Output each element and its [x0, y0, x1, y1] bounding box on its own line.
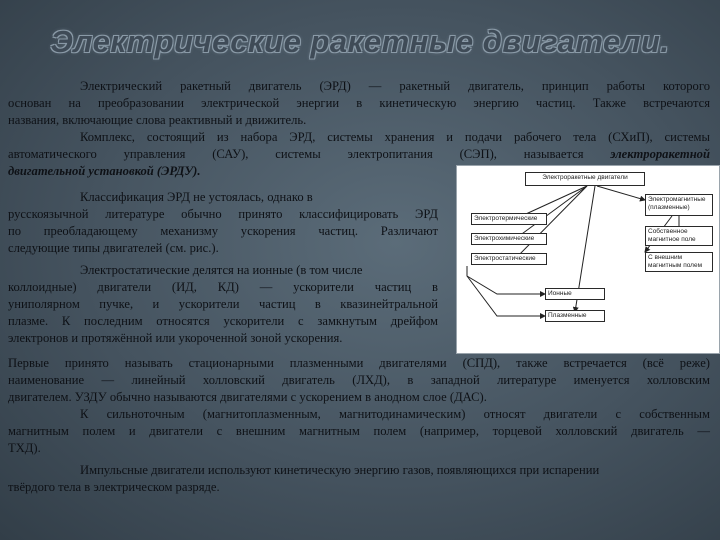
diagram-box-thermal: Электротермические	[471, 213, 547, 225]
paragraph-line: Комплекс, состоящий из набора ЭРД, системы хранения и подачи рабочего тела (СХиП), системы	[80, 130, 710, 144]
connector-line	[467, 276, 545, 316]
diagram-box-top: Электроракетные двигатели	[525, 172, 645, 186]
connector-line	[597, 186, 645, 200]
paragraph-line: твёрдого тела в электрическом разряде.	[8, 480, 220, 494]
diagram-box-electrostatic: Электростатические	[471, 253, 547, 265]
paragraph-line: плазме. К последним относятся ускорители с замкнутым дрейфом	[8, 314, 438, 328]
page-title: Электрические ракетные двигатели.	[50, 24, 670, 59]
diagram-box-ion: Ионные	[545, 288, 605, 300]
paragraph-line: униполярном пучке, и ускорители частиц в квазинейтральной	[8, 297, 438, 311]
connector-line	[467, 266, 545, 294]
term-erdu-cont: двигательной установкой (ЭРДУ).	[8, 164, 201, 178]
paragraph-line: названия, включающие слова реактивный и движитель.	[8, 113, 307, 127]
paragraph-line: следующие типы двигателей (см. рис.).	[8, 241, 219, 255]
paragraph-line: русскоязычной литературе обычно принято классифицировать ЭРД	[8, 207, 438, 221]
paragraph-line: Импульсные двигатели используют кинетическую энергию газов, появляющихся при испарении	[80, 463, 600, 477]
paragraph-line: Электростатические делятся на ионные (в том числе	[80, 263, 363, 277]
paragraph-line: К сильноточным (магнитоплазменным, магнитодинамическим) относят двигатели с собственным	[80, 407, 710, 421]
paragraph-line: магнитным полем и двигатели с внешним магнитным полем (например, торцевой холловский двигатель —	[8, 424, 710, 438]
paragraph-line: Первые принято называть стационарными плазменными двигателями (СПД), также встречается (всё реже)	[8, 356, 710, 370]
term-erdu: электроракетной	[610, 147, 710, 161]
paragraph-text: автоматического управления (САУ), системы электропитания (СЭП), называется	[8, 147, 584, 161]
paragraph-line: по преобладающему механизму ускорения частиц. Различают	[8, 224, 438, 238]
diagram-box-chemical: Электрохимические	[471, 233, 547, 245]
paragraph-line: коллоидные) двигатели (ИД, КД) — ускорители частиц в	[8, 280, 438, 294]
diagram-box-electromagnetic: Электромагнитные (плазменные)	[645, 194, 713, 216]
paragraph-line: наименование — линейный холловский двигатель (ЛХД), в западной литературе именуется холловским	[8, 373, 710, 387]
classification-diagram	[456, 165, 720, 354]
diagram-box-external-field: С внешним магнитным полем	[645, 252, 713, 272]
paragraph-line	[8, 146, 710, 162]
diagram-box-plasma: Плазменные	[545, 310, 605, 322]
paragraph-line: Классификация ЭРД не устоялась, однако в	[80, 190, 313, 204]
paragraph-line: основан на преобразовании электрической энергии в кинетическую энергию частиц. Также встречаются	[8, 96, 710, 110]
paragraph-line: двигателем. УЗДУ обычно называются двигателями с ускорением в анодном слое (ДАС).	[8, 390, 487, 404]
diagram-box-own-field: Собственное магнитное поле	[645, 226, 713, 246]
paragraph-line: Электрический ракетный двигатель (ЭРД) — ракетный двигатель, принцип работы которого	[80, 79, 710, 93]
paragraph-line: ТХД).	[8, 441, 41, 455]
paragraph-line: электронов и протяжённой или укороченной зоной ускорения.	[8, 331, 343, 345]
